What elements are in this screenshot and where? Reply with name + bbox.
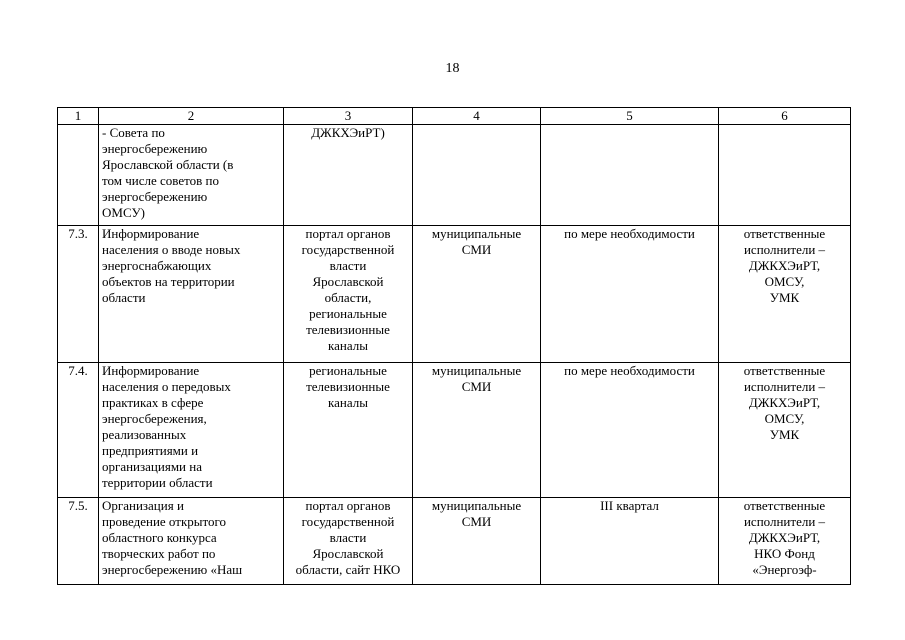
- header-row: [58, 108, 851, 125]
- executors-cell: [719, 125, 851, 226]
- media-cell: [413, 125, 541, 226]
- column-header-5: 5: [541, 108, 719, 125]
- measures-table: [57, 107, 851, 585]
- column-header-3: 3: [284, 108, 413, 125]
- measure-cell: Организация и проведение открытого областного конкурса творческих работ по энергосбережению «Наш: [99, 498, 284, 585]
- column-header-2: 2: [99, 108, 284, 125]
- media-cell: муниципальные СМИ: [413, 363, 541, 498]
- measure-cell: Информирование населения о передовых практиках в сфере энергосбережения, реализованных предприятиями и организациями на территории области: [99, 363, 284, 498]
- media-cell: муниципальные СМИ: [413, 498, 541, 585]
- channel-cell: портал органов государственной власти Ярославской области, региональные телевизионные каналы: [284, 226, 413, 363]
- channel-cell: региональные телевизионные каналы: [284, 363, 413, 498]
- column-header-1: 1: [58, 108, 99, 125]
- table-row: [58, 363, 851, 498]
- table-row: [58, 125, 851, 226]
- period-cell: по мере необходимости: [541, 226, 719, 363]
- channel-cell: портал органов государственной власти Ярославской области, сайт НКО: [284, 498, 413, 585]
- measure-cell: - Совета по энергосбережению Ярославской области (в том числе советов по энергосбережению ОМСУ): [99, 125, 284, 226]
- period-cell: [541, 125, 719, 226]
- column-header-6: 6: [719, 108, 851, 125]
- page-number: 18: [445, 61, 460, 76]
- table-row: [58, 498, 851, 585]
- item-number-cell: 7.5.: [58, 498, 99, 585]
- item-number-cell: 7.3.: [58, 226, 99, 363]
- period-cell: III квартал: [541, 498, 719, 585]
- item-number-cell: 7.4.: [58, 363, 99, 498]
- column-header-4: 4: [413, 108, 541, 125]
- measure-cell: Информирование населения о вводе новых энергоснабжающих объектов на территории области: [99, 226, 284, 363]
- channel-cell: ДЖКХЭиРТ): [284, 125, 413, 226]
- media-cell: муниципальные СМИ: [413, 226, 541, 363]
- table-row: [58, 226, 851, 363]
- item-number-cell: [58, 125, 99, 226]
- executors-cell: ответственные исполнители – ДЖКХЭиРТ, НКО Фонд «Энергоэф-: [719, 498, 851, 585]
- period-cell: по мере необходимости: [541, 363, 719, 498]
- executors-cell: ответственные исполнители – ДЖКХЭиРТ, ОМСУ, УМК: [719, 363, 851, 498]
- executors-cell: ответственные исполнители – ДЖКХЭиРТ, ОМСУ, УМК: [719, 226, 851, 363]
